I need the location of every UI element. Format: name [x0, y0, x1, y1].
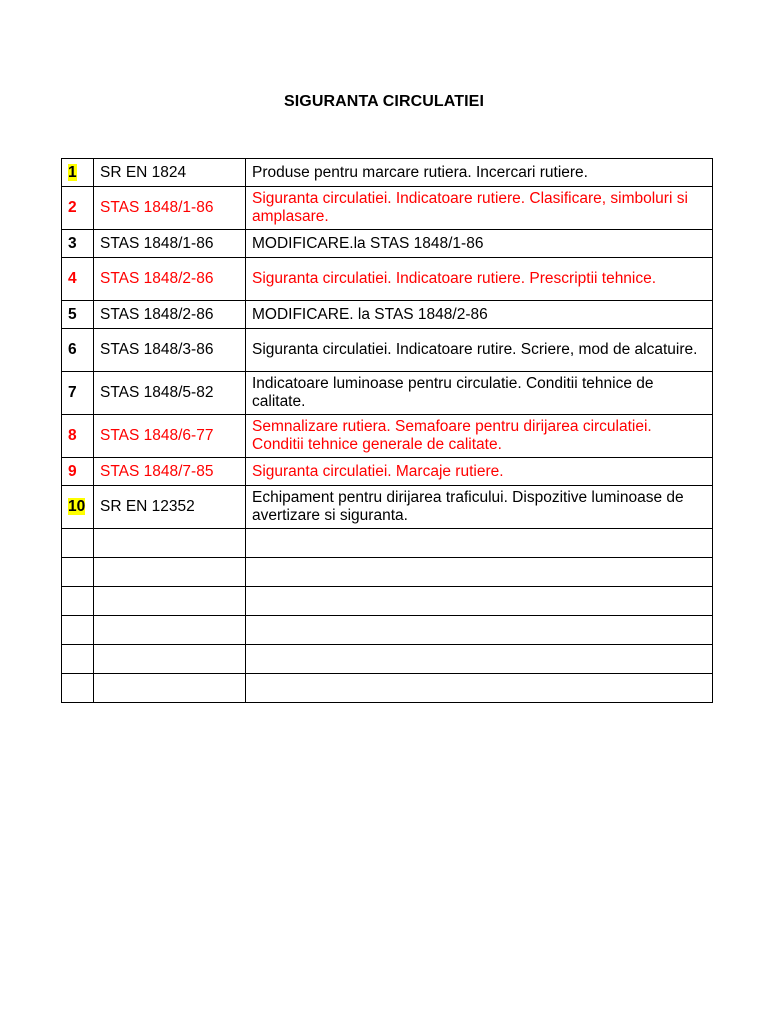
- row-number-cell: [62, 187, 94, 230]
- empty-table-row: [62, 616, 713, 645]
- table-row: [62, 159, 713, 187]
- standard-description-cell: Siguranta circulatiei. Indicatoare rutiere. Clasificare, simboluri si amplasare.: [246, 187, 713, 230]
- empty-cell: [246, 529, 713, 558]
- empty-table-row: [62, 529, 713, 558]
- empty-cell: [246, 558, 713, 587]
- row-number: 1: [68, 163, 77, 181]
- table-row: [62, 230, 713, 258]
- standard-description-cell: Siguranta circulatiei. Indicatoare rutiere. Prescriptii tehnice.: [246, 258, 713, 301]
- empty-cell: [62, 558, 94, 587]
- table-row: [62, 486, 713, 529]
- empty-cell: [94, 529, 246, 558]
- standard-description-cell: Siguranta circulatiei. Marcaje rutiere.: [246, 458, 713, 486]
- empty-cell: [246, 616, 713, 645]
- empty-table-row: [62, 674, 713, 703]
- empty-cell: [246, 674, 713, 703]
- table-row: [62, 372, 713, 415]
- row-number-cell: [62, 486, 94, 529]
- standard-code-cell: STAS 1848/1-86: [94, 187, 246, 230]
- page-title: SIGURANTA CIRCULATIEI: [283, 93, 484, 110]
- row-number: 3: [68, 234, 77, 252]
- table-row: [62, 301, 713, 329]
- standard-code-cell: STAS 1848/7-85: [94, 458, 246, 486]
- empty-cell: [62, 645, 94, 674]
- standard-code-cell: STAS 1848/3-86: [94, 329, 246, 372]
- empty-table-row: [62, 558, 713, 587]
- standard-description-cell: MODIFICARE.la STAS 1848/1-86: [246, 230, 713, 258]
- empty-cell: [94, 645, 246, 674]
- empty-cell: [62, 529, 94, 558]
- row-number-cell: [62, 458, 94, 486]
- row-number: 5: [68, 305, 77, 323]
- standard-description-cell: MODIFICARE. la STAS 1848/2-86: [246, 301, 713, 329]
- empty-cell: [62, 587, 94, 616]
- row-number: 7: [68, 384, 77, 401]
- standard-code-cell: STAS 1848/1-86: [94, 230, 246, 258]
- row-number-cell: [62, 301, 94, 329]
- table-row: [62, 458, 713, 486]
- empty-table-row: [62, 587, 713, 616]
- empty-cell: [246, 645, 713, 674]
- standard-code-cell: STAS 1848/6-77: [94, 415, 246, 458]
- table-row: [62, 415, 713, 458]
- table-row: [62, 258, 713, 301]
- standard-code-cell: SR EN 12352: [94, 486, 246, 529]
- standard-description-cell: Siguranta circulatiei. Indicatoare rutire. Scriere, mod de alcatuire.: [246, 329, 713, 372]
- row-number-cell: [62, 329, 94, 372]
- standard-code-cell: STAS 1848/2-86: [94, 258, 246, 301]
- standard-code-cell: SR EN 1824: [94, 159, 246, 187]
- row-number-cell: [62, 372, 94, 415]
- empty-table-row: [62, 645, 713, 674]
- table-row: [62, 329, 713, 372]
- row-number: 4: [68, 270, 77, 287]
- row-number-cell: [62, 159, 94, 187]
- empty-cell: [62, 674, 94, 703]
- empty-cell: [94, 674, 246, 703]
- standard-description-cell: Produse pentru marcare rutiera. Incercari rutiere.: [246, 159, 713, 187]
- standard-code-cell: STAS 1848/2-86: [94, 301, 246, 329]
- empty-cell: [94, 587, 246, 616]
- row-number-cell: [62, 415, 94, 458]
- row-number: 6: [68, 341, 77, 358]
- row-number: 8: [68, 427, 77, 444]
- standard-description-cell: Indicatoare luminoase pentru circulatie. Conditii tehnice de calitate.: [246, 372, 713, 415]
- table-row: [62, 187, 713, 230]
- row-number-cell: [62, 230, 94, 258]
- row-number-cell: [62, 258, 94, 301]
- row-number: 9: [68, 462, 77, 480]
- empty-cell: [246, 587, 713, 616]
- standards-table: [61, 158, 713, 703]
- empty-cell: [62, 616, 94, 645]
- empty-cell: [94, 558, 246, 587]
- standard-code-cell: STAS 1848/5-82: [94, 372, 246, 415]
- standard-description-cell: Echipament pentru dirijarea traficului. Dispozitive luminoase de avertizare si siguranta.: [246, 486, 713, 529]
- row-number: 10: [68, 498, 86, 515]
- empty-cell: [94, 616, 246, 645]
- row-number: 2: [68, 199, 77, 216]
- standard-description-cell: Semnalizare rutiera. Semafoare pentru dirijarea circulatiei. Conditii tehnice generale de calitate.: [246, 415, 713, 458]
